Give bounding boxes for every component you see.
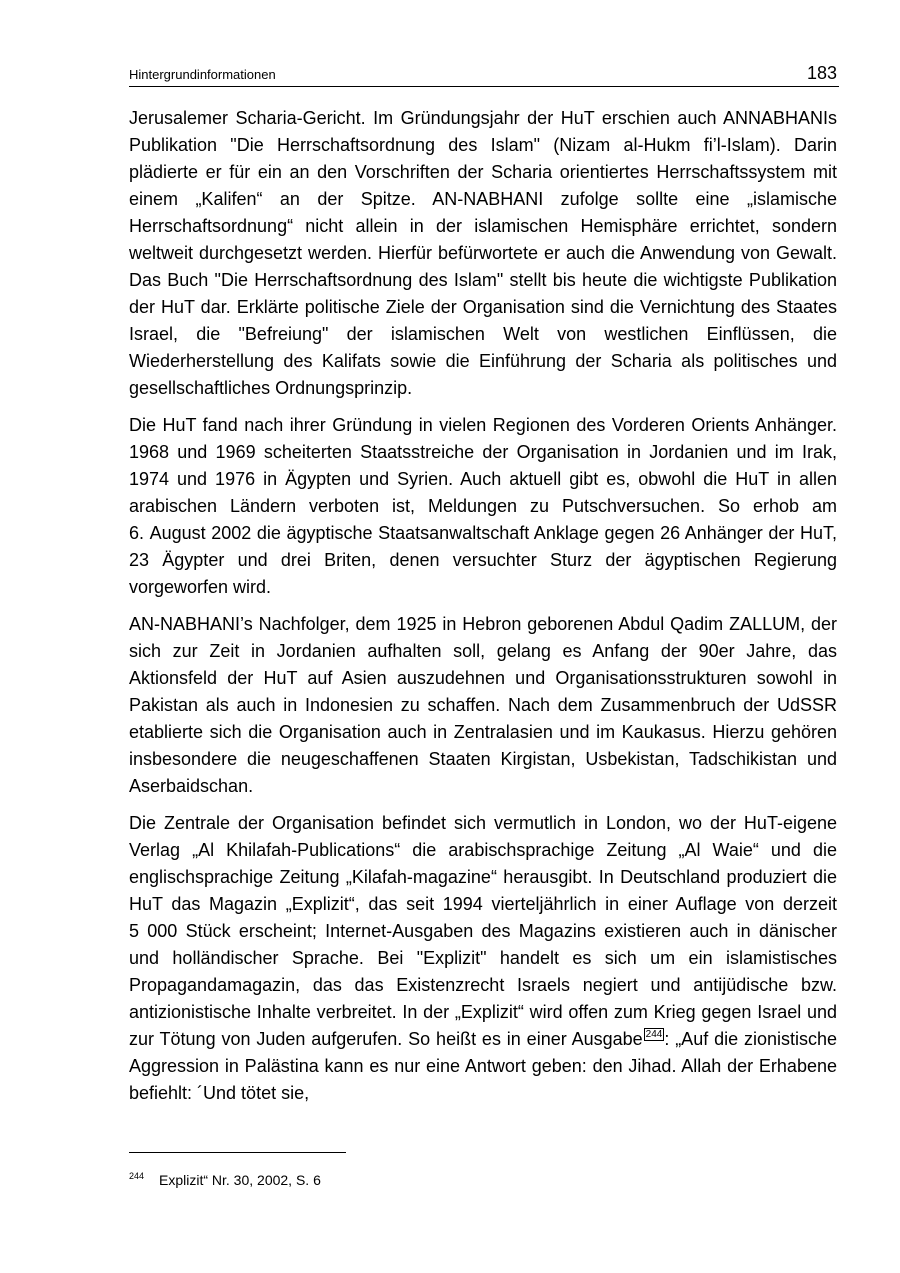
paragraph-4-text-start: Die Zentrale der Organisation befindet sich vermutlich in London, wo der HuT-eigene Verlag „Al Khilafah-Publications“ die arabischsprachige Zeitung „Al Waie“ und die englischsprachige Zeitung „Kilafah-magazine“ herausgibt. In Deutschland produziert die HuT das Magazin „Explizit“, das seit 1994 vierteljährlich in einer Auflage von derzeit 5 000 Stück erscheint; Internet-Ausgaben des Magazins existieren auch in dänischer und holländischer Sprache. Bei "Explizit" handelt es sich um ein islamistisches Propagandamagazin, das das Existenzrecht Israels negiert und antijüdische bzw. antizionistische Inhalte verbreitet. In der „Explizit“ wird offen zum Krieg gegen Israel und zur Tötung von Juden aufgerufen. So heißt es in einer Ausgabe [129, 813, 837, 1049]
running-header [129, 62, 839, 87]
footnote [129, 1168, 321, 1188]
paragraph-4 [129, 810, 837, 1107]
paragraph-2: Die HuT fand nach ihrer Gründung in vielen Regionen des Vorderen Orients Anhänger. 1968 und 1969 scheiterten Staatsstreiche der Organisation in Jordanien und im Irak, 1974 und 1976 in Ägypten und Syrien. Auch aktuell gibt es, obwohl die HuT in allen arabischen Ländern verboten ist, Meldungen zu Putschversuchen. So erhob am 6. August 2002 die ägyptische Staatsanwaltschaft Anklage gegen 26 Anhänger der HuT, 23 Ägypter und drei Briten, denen versuchter Sturz der ägyptischen Regierung vorgeworfen wird. [129, 415, 837, 597]
footnote-separator [129, 1152, 346, 1153]
footnote-number: 244 [129, 1171, 145, 1181]
page-number: 183 [806, 63, 837, 83]
paragraph-3: AN-NABHANI’s Nachfolger, dem 1925 in Hebron geborenen Abdul Qadim ZALLUM, der sich zur Zeit in Jordanien aufhalten soll, gelang es Anfang der 90er Jahre, das Aktionsfeld der HuT auf Asien auszudehnen und Organisationsstrukturen sowohl in Pakistan als auch in Indonesien zu schaffen. Nach dem Zusammenbruch der UdSSR etablierte sich die Organisation auch in Zentralasien und im Kaukasus. Hierzu gehören insbesondere die neugeschaffenen Staaten Kirgistan, Usbekistan, Tadschikistan und Aserbaidschan. [129, 614, 837, 796]
paragraph-1: Jerusalemer Scharia-Gericht. Im Gründungsjahr der HuT erschien auch ANNABHANIs Publikation "Die Herrschaftsordnung des Islam" (Nizam al-Hukm fi’l-Islam). Darin plädierte er für ein an den Vorschriften der Scharia orientiertes Herrschaftssystem mit einem „Kalifen“ an der Spitze. AN-NABHANI zufolge sollte eine „islamische Herrschaftsordnung“ nicht allein in der islamischen Hemisphäre errichtet, sondern weltweit durchgesetzt werden. Hierfür befürwortete er auch die Anwendung von Gewalt. Das Buch "Die Herrschaftsordnung des Islam" stellt bis heute die wichtigste Publikation der HuT dar. Erklärte politische Ziele der Organisation sind die Vernichtung des Staates Israel, die "Befreiung" der islamischen Welt von westlichen Einflüssen, die Wiederherstellung des Kalifats sowie die Einführung der Scharia als politisches und gesellschaftliches Ordnungsprinzip. [129, 108, 837, 398]
footnote-reference-link[interactable]: 244 [645, 1029, 663, 1040]
running-header-title: Hintergrundinformationen [129, 67, 276, 82]
paragraph-4-text-end: : „Auf die zionistische Aggression in Palästina kann es nur eine Antwort geben: den Jihad. Allah der Erhabene befiehlt: ´Und tötet sie, [129, 1029, 837, 1103]
main-text [129, 105, 837, 1117]
footnote-text: Explizit“ Nr. 30, 2002, S. 6 [159, 1172, 321, 1188]
